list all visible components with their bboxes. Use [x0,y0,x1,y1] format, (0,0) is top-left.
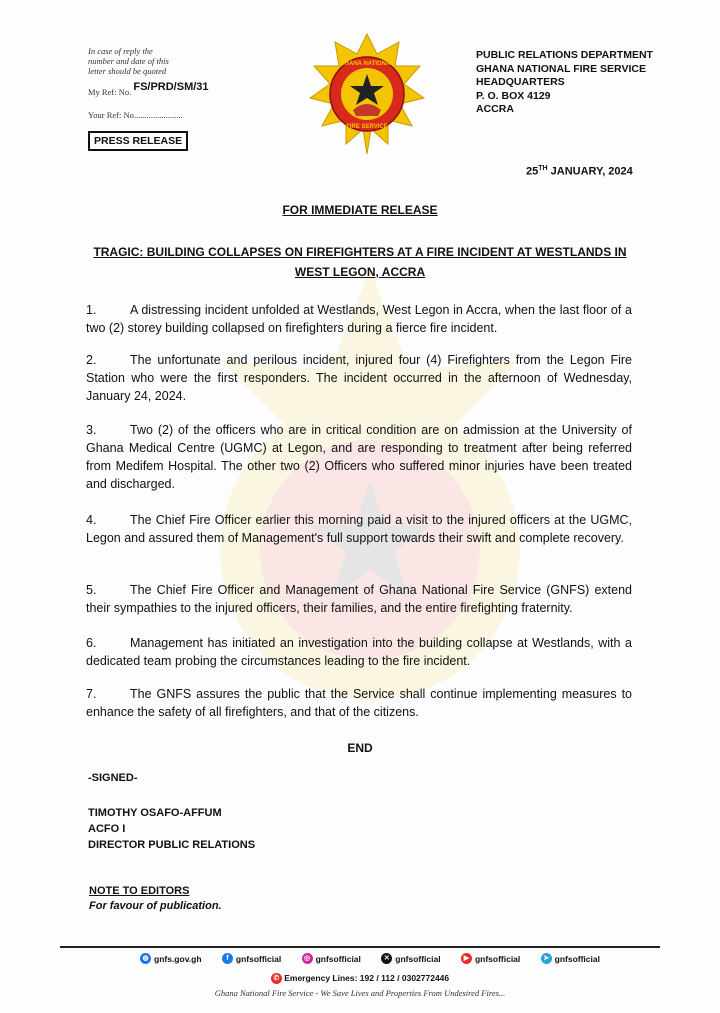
paragraph-text: The GNFS assures the public that the Service shall continue implementing measures to enhance the safety of all firefighters, and that of the citizens. [86,687,632,719]
address-line: HEADQUARTERS [476,76,565,88]
title-line: WEST LEGON, ACCRA [294,265,426,279]
end-label: END [347,741,373,755]
paragraph-number: 7. [86,687,97,701]
paragraph-text: A distressing incident unfolded at Westlands, West Legon in Accra, when the last floor of a two (2) storey building collapsed on firefighters during a fierce fire incident. [86,303,632,335]
signed-label: -SIGNED- [88,772,138,784]
address-line: GHANA NATIONAL FIRE SERVICE [476,62,646,75]
x-icon: ✕ [381,953,392,964]
editors-heading: NOTE TO EDITORS [89,885,190,897]
my-ref [88,81,209,98]
social-label: gnfsofficial [315,953,361,964]
paragraph-text: Management has initiated an investigation into the building collapse at Westlands, with a dedicated team probing the circumstances leading to the fire incident. [86,636,632,668]
paragraph [86,634,632,670]
social-links [140,953,600,964]
paragraph-number: 6. [86,636,97,650]
title-line: TRAGIC: BUILDING COLLAPSES ON FIREFIGHTERS AT A FIRE INCIDENT AT WESTLANDS IN [93,245,627,259]
release-date [526,165,633,178]
press-release-label: PRESS RELEASE [88,131,188,151]
reply-note [88,46,169,76]
footer-tagline: Ghana National Fire Service - We Save Lives and Properties From Undesired Fires... [214,988,506,998]
social-label: gnfsofficial [474,953,521,964]
signatory-position: DIRECTOR PUBLIC RELATIONS [88,839,256,851]
paragraph-number: 5. [86,583,97,597]
social-item-website[interactable] [140,953,202,964]
social-item-facebook[interactable] [222,953,281,964]
paragraph-number: 4. [86,513,97,527]
paragraph-text: The unfortunate and perilous incident, injured four (4) Firefighters from the Legon Fire Station who were the first responders. The incident occurred in the afternoon of Wednesday, January 24, 2024. [86,353,632,403]
department-address [476,49,706,117]
footer-divider [60,946,660,948]
paragraph [86,511,632,547]
telegram-icon: ➤ [541,953,552,964]
social-label: gnfs.gov.gh [154,953,202,964]
note-to-editors [89,884,222,914]
social-item-telegram[interactable] [541,953,600,964]
paragraph-number: 3. [86,423,97,437]
paragraph [86,351,632,405]
instagram-icon: ◎ [302,953,313,964]
address-line: ACCRA [476,103,514,115]
social-label: gnfsofficial [235,953,282,964]
my-ref-value: FS/PRD/SM/31 [133,81,209,93]
editors-note: For favour of publication. [89,900,222,912]
paragraph [86,581,632,617]
svg-text:FIRE SERVICE: FIRE SERVICE [346,124,388,130]
social-item-instagram[interactable] [302,953,361,964]
emergency-lines [0,973,720,984]
my-ref-label: My Ref: No. [88,87,132,97]
paragraph-text: The Chief Fire Officer earlier this morning paid a visit to the injured officers at the UGMC, Legon and assured them of Management's full support towards their swift and complete recovery. [86,513,632,545]
date-day: 25 [526,165,539,178]
globe-icon: ◍ [140,953,151,964]
date-rest: JANUARY, 2024 [547,165,633,178]
facebook-icon: f [222,953,233,964]
paragraph [86,685,632,721]
social-label: gnfsofficial [395,953,441,964]
paragraph-text: Two (2) of the officers who are in critical condition are on admission at the University of Ghana Medical Centre (UGMC) at Legon, and are responding to treatment after being referred from Medifem Hospital. The other two (2) Officers who suffered minor injuries have been treated and discharged. [86,423,632,491]
signatory-block [88,805,255,853]
reply-note-line: number and date of this [88,56,169,66]
youtube-icon: ▶ [461,953,472,964]
paragraph-number: 1. [86,303,97,317]
release-title [80,242,640,282]
reply-note-line: letter should be quoted [88,66,167,76]
paragraph [86,301,632,337]
paragraph-number: 2. [86,353,97,367]
social-item-x[interactable] [381,953,440,964]
your-ref: Your Ref: No....................... [88,110,183,120]
gnfs-logo [308,32,426,158]
date-suffix: TH [538,165,548,172]
address-line: PUBLIC RELATIONS DEPARTMENT [476,49,653,61]
signatory-name: TIMOTHY OSAFO-AFFUM [88,807,222,819]
phone-icon: ✆ [271,973,282,984]
release-heading: FOR IMMEDIATE RELEASE [282,203,438,217]
reply-note-line: In case of reply the [88,46,153,56]
svg-text:GHANA NATIONAL: GHANA NATIONAL [340,61,394,67]
address-line: P. O. BOX 4129 [476,89,551,102]
paragraph [86,421,632,493]
emergency-text: Emergency Lines: 192 / 112 / 0302772446 [284,973,450,983]
signatory-rank: ACFO I [88,823,126,835]
social-label: gnfsofficial [554,953,600,964]
paragraph-text: The Chief Fire Officer and Management of Ghana National Fire Service (GNFS) extend their sympathies to the injured officers, their families, and the entire firefighting fraternity. [86,583,632,615]
social-item-youtube[interactable] [461,953,520,964]
